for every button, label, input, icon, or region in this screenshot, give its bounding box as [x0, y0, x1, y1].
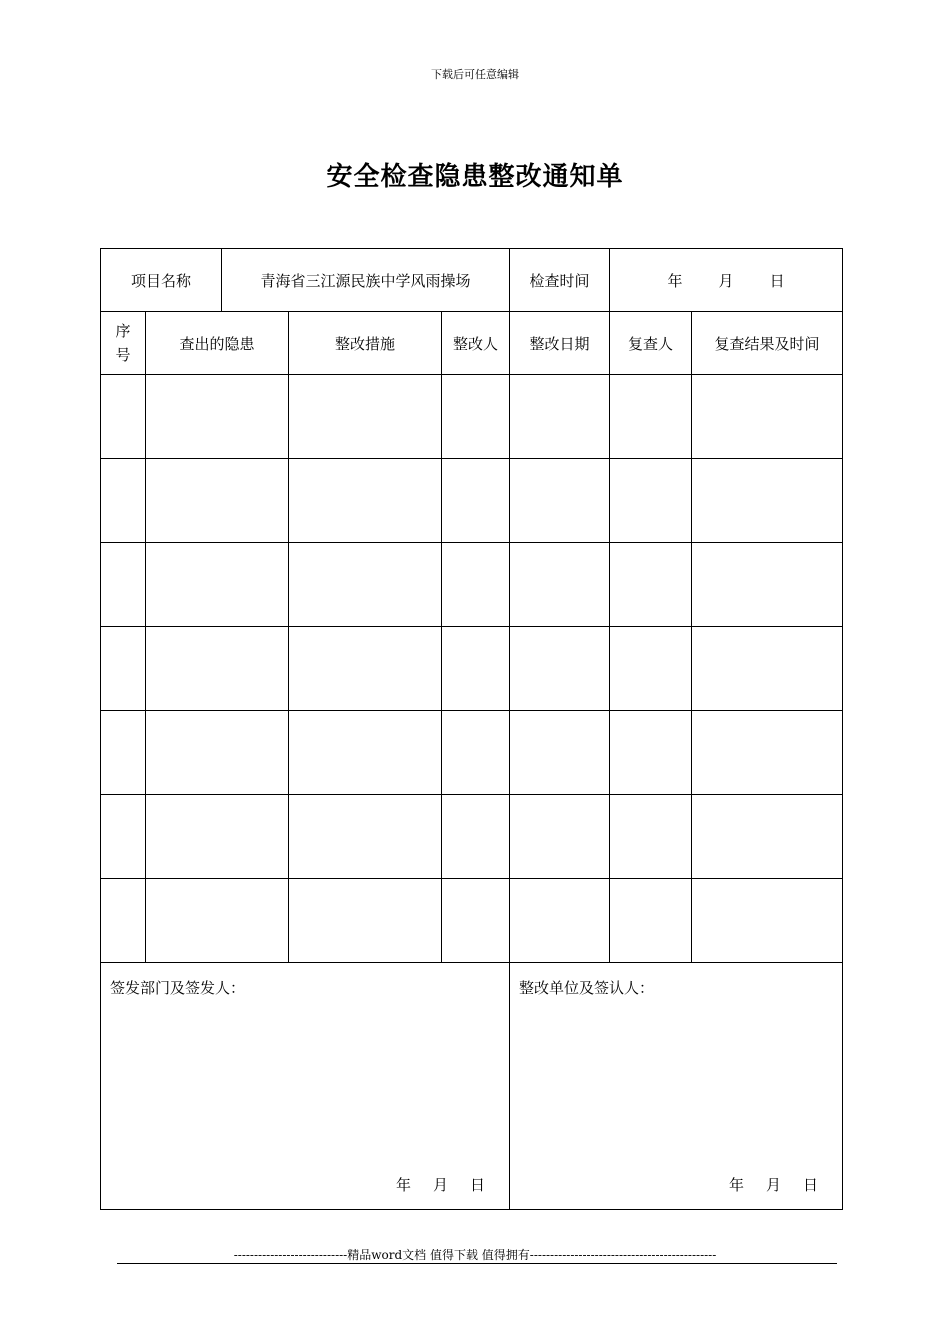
table-row — [101, 879, 843, 963]
cell-reviewer[interactable] — [610, 711, 692, 795]
rectifier-month: 月 — [766, 1176, 782, 1194]
col-date: 整改日期 — [510, 312, 610, 375]
cell-measure[interactable] — [289, 711, 442, 795]
table-row — [101, 375, 843, 459]
cell-result[interactable] — [692, 543, 843, 627]
cell-hazard[interactable] — [146, 543, 289, 627]
rectification-form-table — [100, 248, 843, 1210]
cell-result[interactable] — [692, 795, 843, 879]
cell-measure[interactable] — [289, 879, 442, 963]
project-name-value: 青海省三江源民族中学风雨操场 — [222, 249, 510, 312]
cell-hazard[interactable] — [146, 627, 289, 711]
cell-date[interactable] — [510, 543, 610, 627]
check-time-value — [610, 249, 843, 312]
col-person: 整改人 — [442, 312, 510, 375]
cell-hazard[interactable] — [146, 459, 289, 543]
header-note: 下载后可任意编辑 — [431, 68, 519, 81]
table-row — [101, 459, 843, 543]
cell-measure[interactable] — [289, 795, 442, 879]
cell-result[interactable] — [692, 879, 843, 963]
cell-result[interactable] — [692, 459, 843, 543]
cell-measure[interactable] — [289, 543, 442, 627]
cell-seq[interactable] — [101, 459, 146, 543]
cell-reviewer[interactable] — [610, 459, 692, 543]
cell-seq[interactable] — [101, 375, 146, 459]
check-time-label: 检查时间 — [510, 249, 610, 312]
cell-seq[interactable] — [101, 627, 146, 711]
cell-person[interactable] — [442, 711, 510, 795]
cell-date[interactable] — [510, 795, 610, 879]
cell-result[interactable] — [692, 711, 843, 795]
cell-hazard[interactable] — [146, 795, 289, 879]
cell-reviewer[interactable] — [610, 795, 692, 879]
issuer-label: 签发部门及签发人： — [110, 979, 246, 997]
cell-hazard[interactable] — [146, 375, 289, 459]
cell-reviewer[interactable] — [610, 375, 692, 459]
cell-person[interactable] — [442, 879, 510, 963]
cell-measure[interactable] — [289, 459, 442, 543]
cell-person[interactable] — [442, 375, 510, 459]
cell-date[interactable] — [510, 627, 610, 711]
footer-note: ----------------------------精品word文档 值得下载 值得拥有---------------------------------------------- — [233, 1248, 717, 1262]
rectifier-label: 整改单位及签认人： — [519, 979, 655, 997]
cell-hazard[interactable] — [146, 711, 289, 795]
document-title: 安全检查隐患整改通知单 — [326, 162, 624, 192]
issuer-day: 日 — [470, 1176, 486, 1194]
cell-reviewer[interactable] — [610, 543, 692, 627]
cell-person[interactable] — [442, 459, 510, 543]
issuer-date — [396, 1174, 485, 1195]
cell-seq[interactable] — [101, 879, 146, 963]
project-name-label: 项目名称 — [101, 249, 222, 312]
cell-seq[interactable] — [101, 711, 146, 795]
check-month: 月 — [718, 271, 734, 290]
cell-reviewer[interactable] — [610, 627, 692, 711]
check-day: 日 — [769, 271, 785, 290]
col-reviewer: 复查人 — [610, 312, 692, 375]
issuer-signature-cell[interactable] — [101, 963, 510, 1210]
cell-person[interactable] — [442, 543, 510, 627]
table-row — [101, 711, 843, 795]
cell-date[interactable] — [510, 459, 610, 543]
cell-seq[interactable] — [101, 543, 146, 627]
rectifier-day: 日 — [803, 1176, 819, 1194]
cell-result[interactable] — [692, 375, 843, 459]
col-seq-top: 序 — [115, 322, 131, 340]
cell-result[interactable] — [692, 627, 843, 711]
cell-date[interactable] — [510, 879, 610, 963]
col-result: 复查结果及时间 — [692, 312, 843, 375]
col-measure: 整改措施 — [289, 312, 442, 375]
footer-rule — [117, 1263, 837, 1264]
col-seq-bottom: 号 — [115, 346, 131, 364]
col-hazard: 查出的隐患 — [146, 312, 289, 375]
cell-hazard[interactable] — [146, 879, 289, 963]
signature-row — [101, 963, 843, 1210]
col-seq — [101, 312, 146, 375]
cell-measure[interactable] — [289, 375, 442, 459]
cell-date[interactable] — [510, 375, 610, 459]
table-row — [101, 795, 843, 879]
check-year: 年 — [667, 271, 683, 290]
issuer-year: 年 — [396, 1176, 412, 1194]
cell-person[interactable] — [442, 795, 510, 879]
rectifier-date — [729, 1174, 818, 1195]
table-row — [101, 627, 843, 711]
cell-measure[interactable] — [289, 627, 442, 711]
cell-reviewer[interactable] — [610, 879, 692, 963]
issuer-month: 月 — [433, 1176, 449, 1194]
cell-person[interactable] — [442, 627, 510, 711]
rectifier-signature-cell[interactable] — [510, 963, 843, 1210]
rectifier-year: 年 — [729, 1176, 745, 1194]
cell-seq[interactable] — [101, 795, 146, 879]
table-row — [101, 543, 843, 627]
project-row — [101, 249, 843, 312]
cell-date[interactable] — [510, 711, 610, 795]
column-header-row — [101, 312, 843, 375]
